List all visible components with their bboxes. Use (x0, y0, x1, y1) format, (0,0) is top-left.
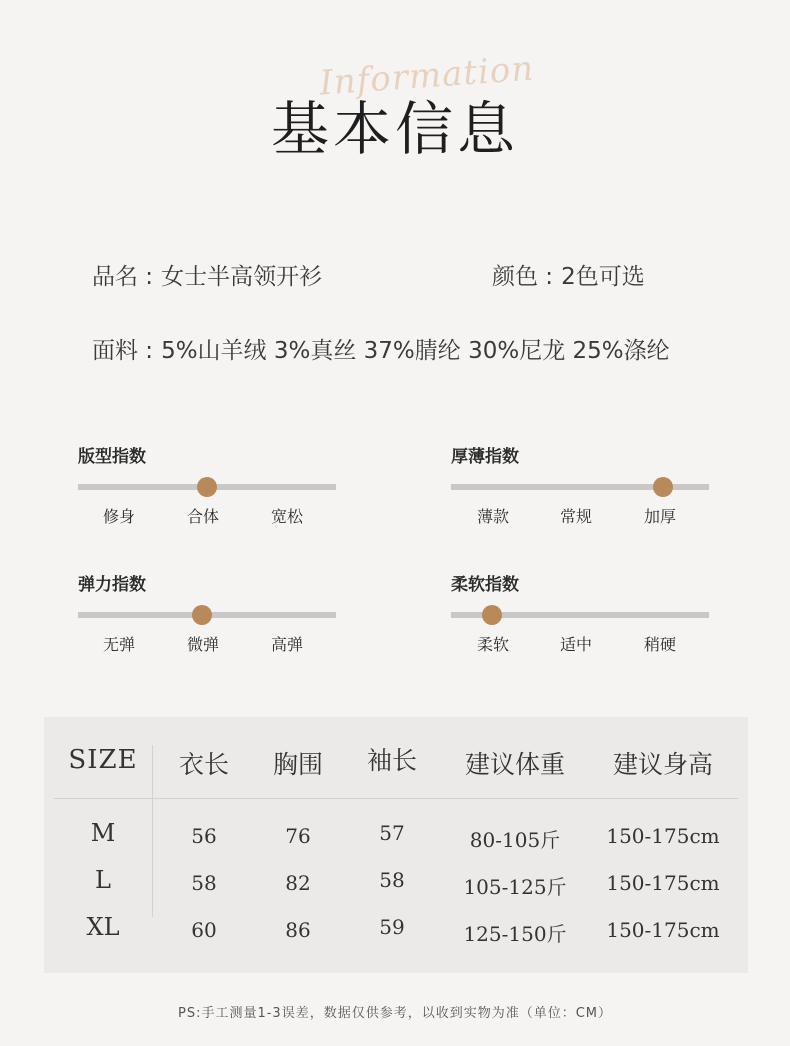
script-decoration: Information (318, 48, 536, 104)
elasticity-index-track (78, 612, 336, 618)
table-cell: 150-175cm (606, 824, 720, 848)
fabric-label: 面料 : (92, 338, 154, 364)
thickness-index-label: 加厚 (643, 507, 676, 526)
elasticity-index-knob (192, 605, 212, 625)
fit-index-knob (197, 477, 217, 497)
table-header: 袖长 (366, 746, 417, 775)
thickness-index-label: 常规 (559, 507, 592, 526)
product-name-value: 女士半高领开衫 (161, 264, 323, 290)
size-cell: M (90, 819, 116, 847)
fit-index-label: 合体 (186, 507, 219, 526)
fit-index-title: 版型指数 (78, 447, 146, 467)
thickness-index-track (451, 484, 709, 490)
table-cell: 82 (285, 871, 311, 895)
table-header: 建议体重 (464, 750, 565, 779)
elasticity-index-label: 高弹 (270, 635, 303, 654)
table-cell: 59 (379, 915, 405, 939)
table-cell: 80-105斤 (469, 828, 561, 852)
softness-index-title: 柔软指数 (451, 575, 519, 595)
table-cell: 150-175cm (606, 918, 720, 942)
elasticity-index-label: 微弹 (186, 635, 219, 654)
product-name-label: 品名 : (92, 264, 154, 290)
fit-index-label: 宽松 (270, 507, 303, 526)
table-header: 胸围 (272, 750, 323, 779)
elasticity-index-title: 弹力指数 (78, 575, 146, 595)
table-cell: 150-175cm (606, 871, 720, 895)
thickness-index-knob (653, 477, 673, 497)
softness-index-knob (482, 605, 502, 625)
size-table (44, 717, 748, 973)
table-header: 建议身高 (612, 750, 713, 779)
thickness-index-title: 厚薄指数 (451, 447, 519, 467)
table-cell: 105-125斤 (463, 875, 567, 899)
color-line (492, 258, 645, 291)
color-label: 颜色 : (492, 264, 554, 290)
table-cell: 57 (379, 821, 405, 845)
table-cell: 76 (285, 824, 311, 848)
thickness-index-label: 薄款 (476, 507, 509, 526)
size-cell: L (95, 866, 111, 894)
table-column-divider (152, 745, 153, 917)
fabric-line (92, 332, 670, 365)
softness-index-label: 稍硬 (643, 635, 676, 654)
table-header: 衣长 (178, 750, 229, 779)
softness-index-label: 柔软 (476, 635, 509, 654)
softness-index-label: 适中 (559, 635, 592, 654)
table-cell: 86 (285, 918, 311, 942)
size-header: SIZE (68, 745, 138, 775)
table-cell: 60 (191, 918, 217, 942)
fit-index-track (78, 484, 336, 490)
table-cell: 58 (191, 871, 217, 895)
color-value: 2色可选 (561, 264, 645, 290)
table-cell: 125-150斤 (463, 922, 567, 946)
table-divider (54, 798, 738, 799)
softness-index-track (451, 612, 709, 618)
footnote: PS:手工测量1-3误差，数据仅供参考，以收到实物为准（单位：CM） (178, 1006, 612, 1021)
elasticity-index-label: 无弹 (102, 635, 135, 654)
product-name-line (92, 258, 322, 291)
size-cell: XL (86, 913, 120, 941)
fit-index-label: 修身 (102, 507, 135, 526)
page-title: 基本信息 (270, 95, 519, 163)
fabric-value: 5%山羊绒 3%真丝 37%腈纶 30%尼龙 25%涤纶 (161, 338, 670, 364)
table-cell: 56 (191, 824, 217, 848)
table-cell: 58 (379, 868, 405, 892)
